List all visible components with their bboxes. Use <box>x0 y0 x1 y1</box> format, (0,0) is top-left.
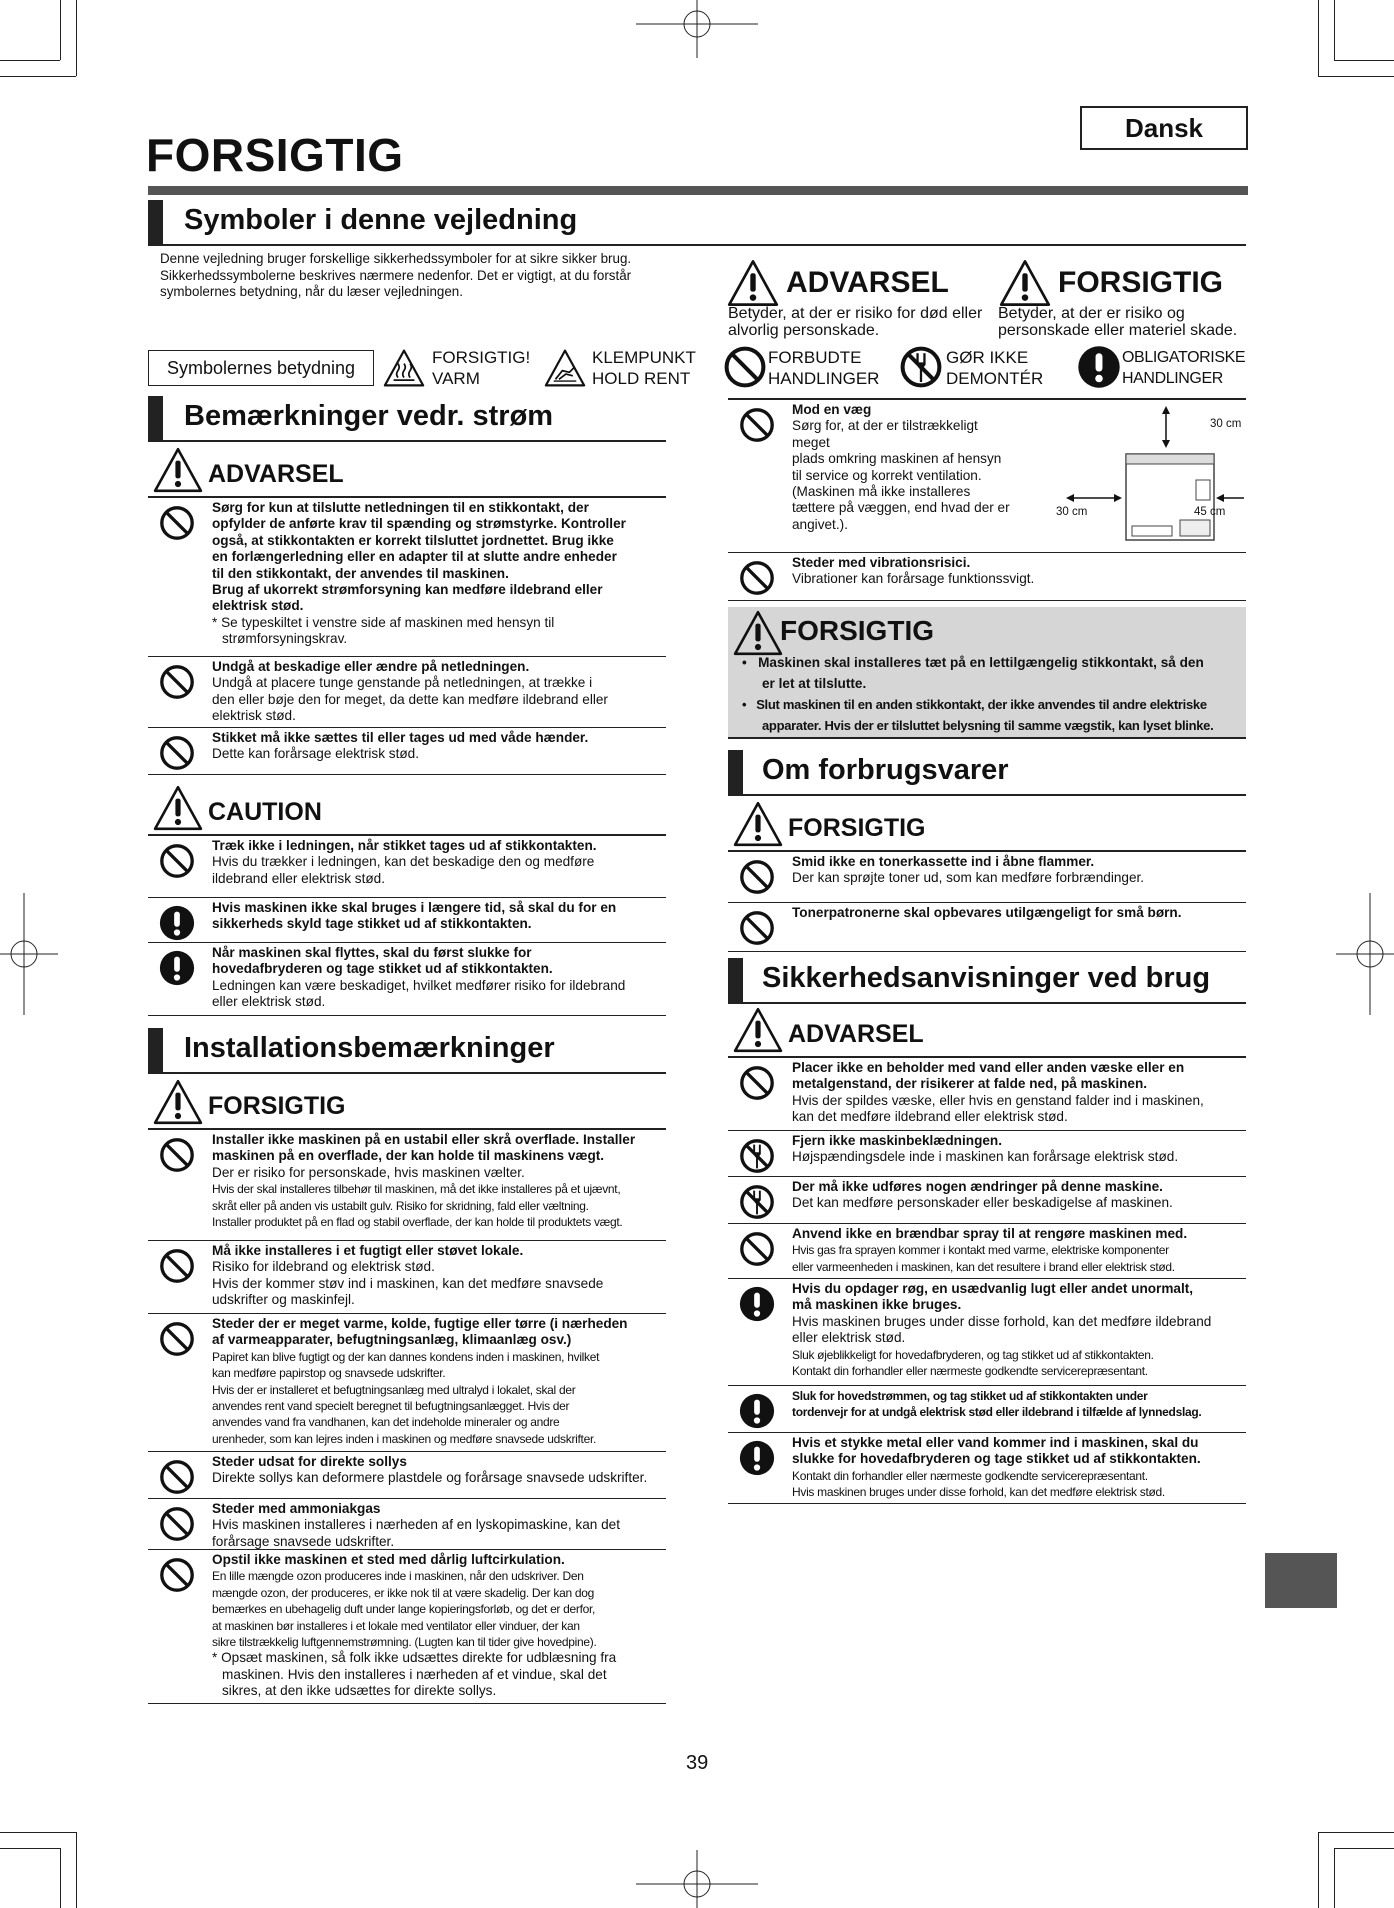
prohibition-icon <box>738 909 776 947</box>
list-item: Der må ikke udføres nogen ændringer på denne maskine. Det kan medføre personskader eller beskadigelse af maskinen. <box>728 1177 1246 1224</box>
dimension-top: 30 cm <box>1210 418 1242 430</box>
section-heading-power: Bemærkninger vedr. strøm <box>148 396 666 442</box>
crop-mark <box>0 1832 76 1833</box>
legend-prohibited: FORBUDTE HANDLINGER <box>768 348 880 388</box>
section-heading-safety-use: Sikkerhedsanvisninger ved brug <box>728 958 1246 1004</box>
crop-mark <box>0 60 60 61</box>
section-heading-consumables: Om forbrugsvarer <box>728 750 1246 796</box>
legend-hot: FORSIGTIG! VARM <box>432 348 531 388</box>
pinch-point-icon <box>543 348 587 388</box>
prohibition-icon <box>158 734 196 772</box>
crop-mark <box>76 0 77 76</box>
crop-mark <box>1318 1832 1394 1833</box>
list-item: Hvis du opdager røg, en usædvanlig lugt eller andet unormalt, må maskinen ikke bruges. Hvis maskinen bruges under disse forhold, kan det medføre ildebrand eller elektrisk stød. Sluk øjeblikkeligt for hovedafbryderen, og tag stikket ud af stikkontakten. Kontakt din forhandler eller nærmeste godkendte servicerepræsentant. <box>728 1279 1246 1386</box>
prohibition-icon <box>738 559 776 597</box>
list-item: Hvis maskinen ikke skal bruges i længere tid, så skal du for en sikkerheds skyld tage stikket ud af stikkontakten. <box>148 898 666 943</box>
prohibition-icon <box>738 858 776 896</box>
title-rule <box>148 186 1248 195</box>
legend-mandatory: OBLIGATORISKE HANDLINGER <box>1122 349 1246 387</box>
warning-icon <box>726 258 780 308</box>
legend-no-disassemble: GØR IKKE DEMONTÉR <box>946 348 1044 388</box>
crop-mark <box>1334 1848 1335 1908</box>
hot-surface-icon <box>382 348 426 388</box>
crop-mark <box>1318 0 1319 76</box>
registration-mark <box>1334 893 1394 1015</box>
list-item: Opstil ikke maskinen et sted med dårlig luftcirkulation. En lille mængde ozon produceres inde i maskinen, når den udskriver. Den mængde ozon, der produceres, er ikke nok til at være skadelig. Der kan dog bemærkes en ubehagelig duft under lange kopieringsforløb, og det er derfor, at maskinen bør installeres i et lokale med ventilator eller vinduer, der kan sikre tilstrækkelig luftgennemstrømning. (Lugten kan til tider give hovedpine). * Opsæt maskinen, så folk ikke udsættes direkte for udblæsning fra maskinen. Hvis den installeres i nærheden af et vindue, skal det sikres, at den ikke udsættes for direkte sollys. <box>148 1550 666 1704</box>
prohibition-icon <box>738 1064 776 1102</box>
list-item: Steder der er meget varme, kolde, fugtige eller tørre (i nærheden af varmeapparater, befugtningsanlæg, klimaanlæg osv.) Papiret kan blive fugtigt og der kan dannes kondens inden i maskinen, hvilket kan medføre papirstop og snavsede udskrifter. Hvis der er installeret et befugtningsanlæg med ultralyd i lokalet, skal der anvendes rent vand specielt beregnet til befugtningsanlægget. Hvis der anvendes vand fra vandhanen, kan det indeholde mineraler og andre urenheder, som kan lejres inden i maskinen og medføre snavsede udskrifter. <box>148 1314 666 1452</box>
advarsel-heading: ADVARSEL <box>148 446 666 498</box>
registration-mark <box>636 0 758 60</box>
list-item: Anvend ikke en brændbar spray til at rengøre maskinen med. Hvis gas fra sprayen kommer i kontakt med varme, elektriske komponenter eller varmeenheden i maskinen, kan det resultere i brand eller elektrisk stød. <box>728 1224 1246 1279</box>
mandatory-icon <box>158 904 196 942</box>
list-item: Placer ikke en beholder med vand eller anden væske eller en metalgenstand, der risikerer at falde ned, på maskinen. Hvis der spildes væske, eller hvis en genstand falder ind i maskinen, kan det medføre ildebrand eller elektrisk stød. <box>728 1058 1246 1131</box>
crop-mark <box>1318 1832 1319 1908</box>
prohibition-icon <box>158 1136 196 1174</box>
legend-advarsel-desc: Betyder, at der er risiko for død eller alvorlig personskade. <box>728 305 983 339</box>
mandatory-icon <box>738 1392 776 1430</box>
page-title: FORSIGTIG <box>146 129 404 181</box>
crop-mark <box>1318 76 1394 77</box>
crop-mark <box>76 1832 77 1908</box>
crop-mark <box>0 76 76 77</box>
crop-mark <box>60 0 61 60</box>
dimension-right: 45 cm <box>1194 506 1226 518</box>
advarsel-heading: ADVARSEL <box>728 1006 1246 1058</box>
list-item: Sørg for kun at tilslutte netledningen til en stikkontakt, der opfylder de anførte krav til spænding og strømstyrke. Kontroller også, at stikkontakten er korrekt tilsluttet jordnettet. Brug ikke en forlængerledning eller en adapter til at slutte andre enheder til den stikkontakt, der anvendes til maskinen. Brug af ukorrekt strømforsyning kan medføre ildebrand eller elektrisk stød. * Se typeskiltet i venstre side af maskinen med hensyn til strømforsyningskrav. <box>148 498 666 657</box>
legend-forsigtig-desc: Betyder, at der er risiko og personskade eller materiel skade. <box>998 305 1238 339</box>
list-item: Smid ikke en tonerkassette ind i åbne flammer. Der kan sprøjte toner ud, som kan medføre forbrændinger. <box>728 852 1246 903</box>
caution-icon <box>732 609 784 657</box>
prohibition-icon <box>158 1505 196 1543</box>
list-item: Steder med ammoniakgas Hvis maskinen installeres i nærheden af en lyskopimaskine, kan det forårsage snavsede udskrifter. <box>148 1499 666 1550</box>
no-disassemble-icon <box>738 1137 776 1175</box>
forsigtig-heading: FORSIGTIG <box>728 800 1246 852</box>
no-disassemble-icon <box>898 344 944 390</box>
intro-text: Denne vejledning bruger forskellige sikkerhedssymboler for at sikre sikker brug. Sikkerhedssymbolerne beskrives nærmere nedenfor. Det er vigtigt, at du forstår symbolernes betydning, når du læser vejledningen. <box>160 251 632 299</box>
prohibition-icon <box>722 344 768 390</box>
forsigtig-heading: FORSIGTIG <box>148 1078 666 1130</box>
crop-mark <box>1334 1848 1394 1849</box>
callout-bullet: • Maskinen skal installeres tæt på en lettilgængelig stikkontakt, så den er let at tilslutte. <box>742 655 1204 691</box>
prohibition-icon <box>158 1320 196 1358</box>
crop-mark <box>1334 0 1335 60</box>
callout-bullet: • Slut maskinen til en anden stikkontakt, der ikke anvendes til andre elektriske apparater. Hvis der er tilsluttet belysning til samme vægstik, kan lyset blinke. <box>742 697 1214 733</box>
list-item: Når maskinen skal flyttes, skal du først slukke for hovedafbryderen og tage stikket ud af stikkontakten. Ledningen kan være beskadiget, hvilket medfører risiko for ildebrand eller elektrisk stød. <box>148 943 666 1016</box>
legend-forsigtig-title: FORSIGTIG <box>1058 266 1223 299</box>
section-heading-install: Installationsbemærkninger <box>148 1028 666 1074</box>
mandatory-icon <box>1076 344 1122 390</box>
prohibition-icon <box>158 1556 196 1594</box>
forsigtig-callout: FORSIGTIG • Maskinen skal installeres tæt på en lettilgængelig stikkontakt, så den er let at tilslutte. • Slut maskinen til en anden stikkontakt, der ikke anvendes til andre elektriske apparater. Hvis der er tilsluttet belysning til samme vægstik, kan lyset blinke. <box>728 607 1246 739</box>
prohibition-icon <box>158 1458 196 1496</box>
mandatory-icon <box>158 949 196 987</box>
list-item: Steder med vibrationsrisici. Vibrationer kan forårsage funktionssvigt. <box>728 553 1246 601</box>
prohibition-icon <box>158 842 196 880</box>
legend-box: Symbolernes betydning <box>148 350 374 386</box>
legend-pinch: KLEMPUNKT HOLD RENT <box>592 348 696 388</box>
crop-mark <box>0 1848 60 1849</box>
chapter-tab <box>1265 1553 1337 1608</box>
language-label: Dansk <box>1080 106 1248 150</box>
prohibition-icon <box>738 406 776 444</box>
list-item: Installer ikke maskinen på en ustabil eller skrå overflade. Installer maskinen på en overflade, der kan holde til maskinens vægt. Der er risiko for personskade, hvis maskinen vælter. Hvis der skal installeres tilbehør til maskinen, må det ikke installeres på et ujævnt, skråt eller på anden vis ustabilt gulv. Risiko for skridning, fald eller væltning. Installer produktet på en flad og stabil overflade, der kan holde til produktets vægt. <box>148 1130 666 1241</box>
mandatory-icon <box>738 1439 776 1477</box>
prohibition-icon <box>738 1230 776 1268</box>
caution-heading: CAUTION <box>148 784 666 836</box>
list-item: Hvis et stykke metal eller vand kommer ind i maskinen, skal du slukke for hovedafbryderen og tage stikket ud af stikkontakten. Kontakt din forhandler eller nærmeste godkendte servicerepræsentant. Hvis maskinen bruges under disse forhold, kan det medføre elektrisk stød. <box>728 1433 1246 1504</box>
registration-mark <box>636 1848 758 1908</box>
list-item: Træk ikke i ledningen, når stikket tages ud af stikkontakten. Hvis du trækker i ledningen, kan det beskadige den og medføre ildebrand eller elektrisk stød. <box>148 836 666 898</box>
mandatory-icon <box>738 1285 776 1323</box>
list-item: Fjern ikke maskinbeklædningen. Højspændingsdele inde i maskinen kan forårsage elektrisk stød. <box>728 1131 1246 1177</box>
caution-icon <box>998 258 1052 308</box>
page-number: 39 <box>686 1752 709 1774</box>
section-heading-symbols: Symboler i denne vejledning <box>148 200 1246 246</box>
prohibition-icon <box>158 504 196 542</box>
crop-mark <box>1334 60 1394 61</box>
crop-mark <box>60 1848 61 1908</box>
list-item: Tonerpatronerne skal opbevares utilgængeligt for små børn. <box>728 903 1246 952</box>
legend-advarsel-title: ADVARSEL <box>786 266 949 299</box>
dimension-left: 30 cm <box>1056 506 1088 518</box>
list-item: Undgå at beskadige eller ændre på netledningen. Undgå at placere tunge genstande på netledningen, at trække i den eller bøje den for meget, da dette kan medføre ildebrand eller elektrisk stød. <box>148 657 666 728</box>
list-item: Sluk for hovedstrømmen, og tag stikket ud af stikkontakten under tordenvejr for at undgå elektrisk stød eller ildebrand i tilfælde af lynnedslag. <box>728 1386 1246 1433</box>
list-item: Må ikke installeres i et fugtigt eller støvet lokale. Risiko for ildebrand og elektrisk stød. Hvis der kommer støv ind i maskinen, kan det medføre snavsede udskrifter og maskinfejl. <box>148 1241 666 1314</box>
list-item: Steder udsat for direkte sollys Direkte sollys kan deformere plastdele og forårsage snavsede udskrifter. <box>148 1452 666 1499</box>
list-item: Stikket må ikke sættes til eller tages ud med våde hænder. Dette kan forårsage elektrisk stød. <box>148 728 666 775</box>
no-disassemble-icon <box>738 1183 776 1221</box>
registration-mark <box>0 893 60 1015</box>
prohibition-icon <box>158 663 196 701</box>
prohibition-icon <box>158 1247 196 1285</box>
list-item: Mod en væg Sørg for, at der er tilstrækkeligt meget plads omkring maskinen af hensyn til service og korrekt ventilation. (Maskinen må ikke installeres tættere på væggen, end hvad der er angivet.). 30 cm 30 cm 45 cm <box>728 400 1246 553</box>
